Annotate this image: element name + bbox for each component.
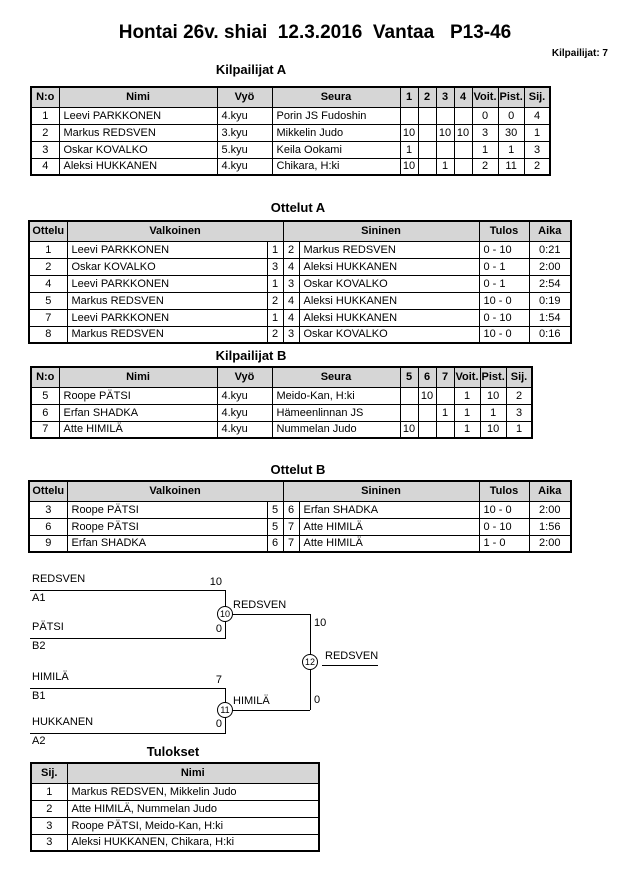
match-score-cell: [418, 107, 436, 124]
white-number: 1: [267, 309, 283, 326]
match-time: 2:00: [529, 258, 571, 275]
heading-tulokset: Tulokset: [146, 744, 200, 759]
result-name: Aleksi HUKKANEN, Chikara, H:ki: [67, 834, 319, 851]
wins-cell: 1: [454, 404, 480, 421]
placement-cell: 3: [524, 141, 550, 158]
white-competitor: Leevi PARKKONEN: [67, 241, 267, 258]
result-name: Atte HIMILÄ, Nummelan Judo: [67, 800, 319, 817]
col-aika: Aika: [529, 481, 571, 501]
white-number: 2: [267, 326, 283, 343]
white-number: 1: [267, 275, 283, 292]
col-valkoinen: Valkoinen: [67, 221, 283, 241]
table-row: [31, 387, 532, 404]
table-row: [31, 124, 550, 141]
heading-ottelut-a: Ottelut A: [270, 200, 326, 215]
col-vyo: Vyö: [217, 367, 272, 387]
bracket-line: [30, 688, 226, 689]
white-number: 2: [267, 292, 283, 309]
table-row: [31, 421, 532, 438]
match-result: 1 - 0: [479, 535, 529, 552]
col-sij: Sij.: [31, 763, 67, 783]
competitor-belt: 4.kyu: [217, 421, 272, 438]
competitor-count-label: Kilpailijat: 7: [551, 48, 608, 59]
match-row: [29, 309, 571, 326]
competitor-number: 2: [31, 124, 59, 141]
match-row: [29, 501, 571, 518]
bracket-final-winner: REDSVEN: [325, 650, 379, 662]
heading-ottelut-b: Ottelut B: [270, 462, 326, 477]
competitor-name: Roope PÄTSI: [59, 387, 217, 404]
placement-cell: 1: [506, 421, 532, 438]
match-number: 8: [29, 326, 67, 343]
col-seura: Seura: [272, 367, 400, 387]
competitor-belt: 5.kyu: [217, 141, 272, 158]
blue-competitor: Erfan SHADKA: [299, 501, 479, 518]
result-placement: 3: [31, 817, 67, 834]
match-time: 2:00: [529, 535, 571, 552]
kilpailijat-b-table: [30, 366, 533, 439]
result-placement: 1: [31, 783, 67, 800]
kilpailijat-a-table: [30, 86, 551, 176]
white-competitor: Erfan SHADKA: [67, 535, 267, 552]
match-time: 2:54: [529, 275, 571, 292]
result-name: Roope PÄTSI, Meido-Kan, H:ki: [67, 817, 319, 834]
col-match-6: 6: [418, 367, 436, 387]
match-row: [29, 275, 571, 292]
table-header-row: [31, 763, 319, 783]
match-score-cell: 10: [418, 387, 436, 404]
bracket-line: [30, 638, 226, 639]
match-time: 0:19: [529, 292, 571, 309]
match-time: 1:56: [529, 518, 571, 535]
match-result: 0 - 1: [479, 258, 529, 275]
competitor-club: Mikkelin Judo: [272, 124, 400, 141]
competitor-club: Keila Ookami: [272, 141, 400, 158]
table-row: [31, 404, 532, 421]
table-header-row: [29, 221, 571, 241]
competitor-belt: 4.kyu: [217, 107, 272, 124]
bracket-sf2-bottom-score: 0: [215, 718, 222, 730]
points-cell: 30: [498, 124, 524, 141]
col-no: N:o: [31, 87, 59, 107]
points-cell: 1: [498, 141, 524, 158]
wins-cell: 0: [472, 107, 498, 124]
match-row: [29, 241, 571, 258]
col-match-5: 5: [400, 367, 418, 387]
bracket-line: [322, 665, 378, 666]
placement-cell: 2: [506, 387, 532, 404]
col-match-4: 4: [454, 87, 472, 107]
blue-number: 7: [283, 535, 299, 552]
match-number: 7: [29, 309, 67, 326]
match-score-cell: [418, 124, 436, 141]
blue-competitor: Aleksi HUKKANEN: [299, 292, 479, 309]
match-score-cell: [436, 421, 454, 438]
bracket-sf2-top-seed: B1: [32, 690, 46, 702]
bracket-sf2-top-name: HIMILÄ: [32, 671, 69, 683]
match-score-cell: [436, 107, 454, 124]
match-score-cell: [400, 387, 418, 404]
white-competitor: Roope PÄTSI: [67, 501, 267, 518]
match-result: 0 - 10: [479, 309, 529, 326]
match-result: 0 - 1: [479, 275, 529, 292]
competitor-name: Atte HIMILÄ: [59, 421, 217, 438]
bracket-final-match-number: 12: [302, 654, 318, 670]
table-header-row: [31, 87, 550, 107]
white-competitor: Leevi PARKKONEN: [67, 309, 267, 326]
blue-number: 2: [283, 241, 299, 258]
blue-competitor: Aleksi HUKKANEN: [299, 309, 479, 326]
match-score-cell: [454, 141, 472, 158]
competitor-name: Markus REDSVEN: [59, 124, 217, 141]
ottelut-a-table: [28, 220, 572, 344]
bracket-sf1-bottom-score: 0: [215, 623, 222, 635]
match-result: 0 - 10: [479, 518, 529, 535]
bracket-sf2-top-score: 7: [215, 674, 222, 686]
white-competitor: Roope PÄTSI: [67, 518, 267, 535]
ottelut-b-table: [28, 480, 572, 553]
bracket-sf1-bottom-seed: B2: [32, 640, 46, 652]
col-pist: Pist.: [480, 367, 506, 387]
bracket-sf2-match-number: 11: [217, 702, 233, 718]
points-cell: 11: [498, 158, 524, 175]
table-row: [31, 158, 550, 175]
wins-cell: 1: [472, 141, 498, 158]
bracket-final-bottom-score: 0: [314, 694, 321, 706]
result-placement: 3: [31, 834, 67, 851]
col-ottelu: Ottelu: [29, 481, 67, 501]
match-score-cell: 10: [400, 124, 418, 141]
white-number: 5: [267, 501, 283, 518]
match-score-cell: 1: [436, 158, 454, 175]
placement-cell: 4: [524, 107, 550, 124]
match-number: 6: [29, 518, 67, 535]
competitor-number: 6: [31, 404, 59, 421]
placement-cell: 1: [524, 124, 550, 141]
wins-cell: 3: [472, 124, 498, 141]
col-sij: Sij.: [524, 87, 550, 107]
col-valkoinen: Valkoinen: [67, 481, 283, 501]
competitor-belt: 4.kyu: [217, 387, 272, 404]
match-score-cell: [418, 158, 436, 175]
blue-number: 4: [283, 292, 299, 309]
blue-competitor: Atte HIMILÄ: [299, 535, 479, 552]
result-placement: 2: [31, 800, 67, 817]
points-cell: 0: [498, 107, 524, 124]
competitor-name: Leevi PARKKONEN: [59, 107, 217, 124]
match-number: 2: [29, 258, 67, 275]
match-number: 3: [29, 501, 67, 518]
match-result: 10 - 0: [479, 292, 529, 309]
match-score-cell: [418, 141, 436, 158]
bracket-sf1-match-number: 10: [217, 606, 233, 622]
wins-cell: 2: [472, 158, 498, 175]
blue-competitor: Markus REDSVEN: [299, 241, 479, 258]
competitor-club: Nummelan Judo: [272, 421, 400, 438]
competitor-club: Hämeenlinnan JS: [272, 404, 400, 421]
match-row: [29, 258, 571, 275]
competitor-number: 4: [31, 158, 59, 175]
competitor-number: 3: [31, 141, 59, 158]
final-bracket: [30, 570, 430, 750]
wins-cell: 1: [454, 421, 480, 438]
match-row: [29, 518, 571, 535]
match-score-cell: [418, 421, 436, 438]
result-row: [31, 800, 319, 817]
page-title: Hontai 26v. shiai 12.3.2016 Vantaa P13-46: [118, 22, 512, 43]
table-header-row: [31, 367, 532, 387]
col-vyo: Vyö: [217, 87, 272, 107]
competitor-belt: 3.kyu: [217, 124, 272, 141]
match-score-cell: [436, 387, 454, 404]
competitor-club: Porin JS Fudoshin: [272, 107, 400, 124]
col-pist: Pist.: [498, 87, 524, 107]
result-row: [31, 783, 319, 800]
col-sininen: Sininen: [283, 221, 479, 241]
points-cell: 1: [480, 404, 506, 421]
col-match-1: 1: [400, 87, 418, 107]
bracket-sf2-bottom-name: HUKKANEN: [32, 716, 94, 728]
col-seura: Seura: [272, 87, 400, 107]
bracket-sf1-top-seed: A1: [32, 592, 46, 604]
result-row: [31, 834, 319, 851]
white-number: 3: [267, 258, 283, 275]
bracket-sf1-top-name: REDSVEN: [32, 573, 86, 585]
match-score-cell: 10: [436, 124, 454, 141]
competitor-club: Meido-Kan, H:ki: [272, 387, 400, 404]
col-nimi: Nimi: [59, 367, 217, 387]
col-match-3: 3: [436, 87, 454, 107]
col-voit: Voit.: [454, 367, 480, 387]
table-header-row: [29, 481, 571, 501]
match-result: 10 - 0: [479, 326, 529, 343]
blue-number: 7: [283, 518, 299, 535]
competitor-belt: 4.kyu: [217, 158, 272, 175]
result-name: Markus REDSVEN, Mikkelin Judo: [67, 783, 319, 800]
bracket-sf1-winner: REDSVEN: [233, 599, 287, 611]
bracket-final-top-score: 10: [314, 617, 327, 629]
bracket-sf2-bottom-seed: A2: [32, 735, 46, 747]
competitor-name: Aleksi HUKKANEN: [59, 158, 217, 175]
col-nimi: Nimi: [59, 87, 217, 107]
col-nimi: Nimi: [67, 763, 319, 783]
heading-kilpailijat-a: Kilpailijat A: [215, 62, 287, 77]
blue-competitor: Oskar KOVALKO: [299, 326, 479, 343]
match-result: 10 - 0: [479, 501, 529, 518]
competitor-name: Oskar KOVALKO: [59, 141, 217, 158]
table-row: [31, 107, 550, 124]
white-number: 5: [267, 518, 283, 535]
white-competitor: Oskar KOVALKO: [67, 258, 267, 275]
match-score-cell: 10: [400, 421, 418, 438]
col-sij: Sij.: [506, 367, 532, 387]
points-cell: 10: [480, 387, 506, 404]
col-aika: Aika: [529, 221, 571, 241]
col-sininen: Sininen: [283, 481, 479, 501]
bracket-sf1-top-score: 10: [209, 576, 222, 588]
bracket-sf2-winner: HIMILÄ: [233, 695, 270, 707]
white-number: 1: [267, 241, 283, 258]
match-score-cell: 1: [436, 404, 454, 421]
wins-cell: 1: [454, 387, 480, 404]
blue-number: 6: [283, 501, 299, 518]
blue-number: 4: [283, 309, 299, 326]
blue-competitor: Atte HIMILÄ: [299, 518, 479, 535]
match-score-cell: 10: [400, 158, 418, 175]
match-score-cell: [400, 404, 418, 421]
match-row: [29, 326, 571, 343]
match-time: 0:16: [529, 326, 571, 343]
bracket-line: [225, 710, 310, 711]
bracket-line: [225, 614, 310, 615]
match-time: 0:21: [529, 241, 571, 258]
match-number: 1: [29, 241, 67, 258]
blue-number: 3: [283, 275, 299, 292]
result-row: [31, 817, 319, 834]
table-row: [31, 141, 550, 158]
points-cell: 10: [480, 421, 506, 438]
white-competitor: Leevi PARKKONEN: [67, 275, 267, 292]
placement-cell: 2: [524, 158, 550, 175]
match-number: 5: [29, 292, 67, 309]
match-score-cell: [454, 158, 472, 175]
col-voit: Voit.: [472, 87, 498, 107]
match-score-cell: [436, 141, 454, 158]
blue-number: 4: [283, 258, 299, 275]
tulokset-table: [30, 762, 320, 852]
white-competitor: Markus REDSVEN: [67, 326, 267, 343]
white-competitor: Markus REDSVEN: [67, 292, 267, 309]
col-tulos: Tulos: [479, 221, 529, 241]
match-score-cell: 10: [454, 124, 472, 141]
col-match-2: 2: [418, 87, 436, 107]
competitor-club: Chikara, H:ki: [272, 158, 400, 175]
col-ottelu: Ottelu: [29, 221, 67, 241]
bracket-line: [30, 590, 226, 591]
bracket-line: [30, 733, 226, 734]
competitor-number: 1: [31, 107, 59, 124]
col-no: N:o: [31, 367, 59, 387]
col-match-7: 7: [436, 367, 454, 387]
competitor-number: 7: [31, 421, 59, 438]
white-number: 6: [267, 535, 283, 552]
bracket-sf1-bottom-name: PÄTSI: [32, 621, 64, 633]
col-tulos: Tulos: [479, 481, 529, 501]
competitor-belt: 4.kyu: [217, 404, 272, 421]
match-score-cell: 1: [400, 141, 418, 158]
match-time: 1:54: [529, 309, 571, 326]
match-row: [29, 292, 571, 309]
match-score-cell: [454, 107, 472, 124]
match-time: 2:00: [529, 501, 571, 518]
match-score-cell: [400, 107, 418, 124]
competitor-number: 5: [31, 387, 59, 404]
match-number: 4: [29, 275, 67, 292]
match-score-cell: [418, 404, 436, 421]
placement-cell: 3: [506, 404, 532, 421]
blue-number: 3: [283, 326, 299, 343]
match-number: 9: [29, 535, 67, 552]
heading-kilpailijat-b: Kilpailijat B: [215, 348, 287, 363]
blue-competitor: Oskar KOVALKO: [299, 275, 479, 292]
competitor-name: Erfan SHADKA: [59, 404, 217, 421]
match-result: 0 - 10: [479, 241, 529, 258]
match-row: [29, 535, 571, 552]
blue-competitor: Aleksi HUKKANEN: [299, 258, 479, 275]
